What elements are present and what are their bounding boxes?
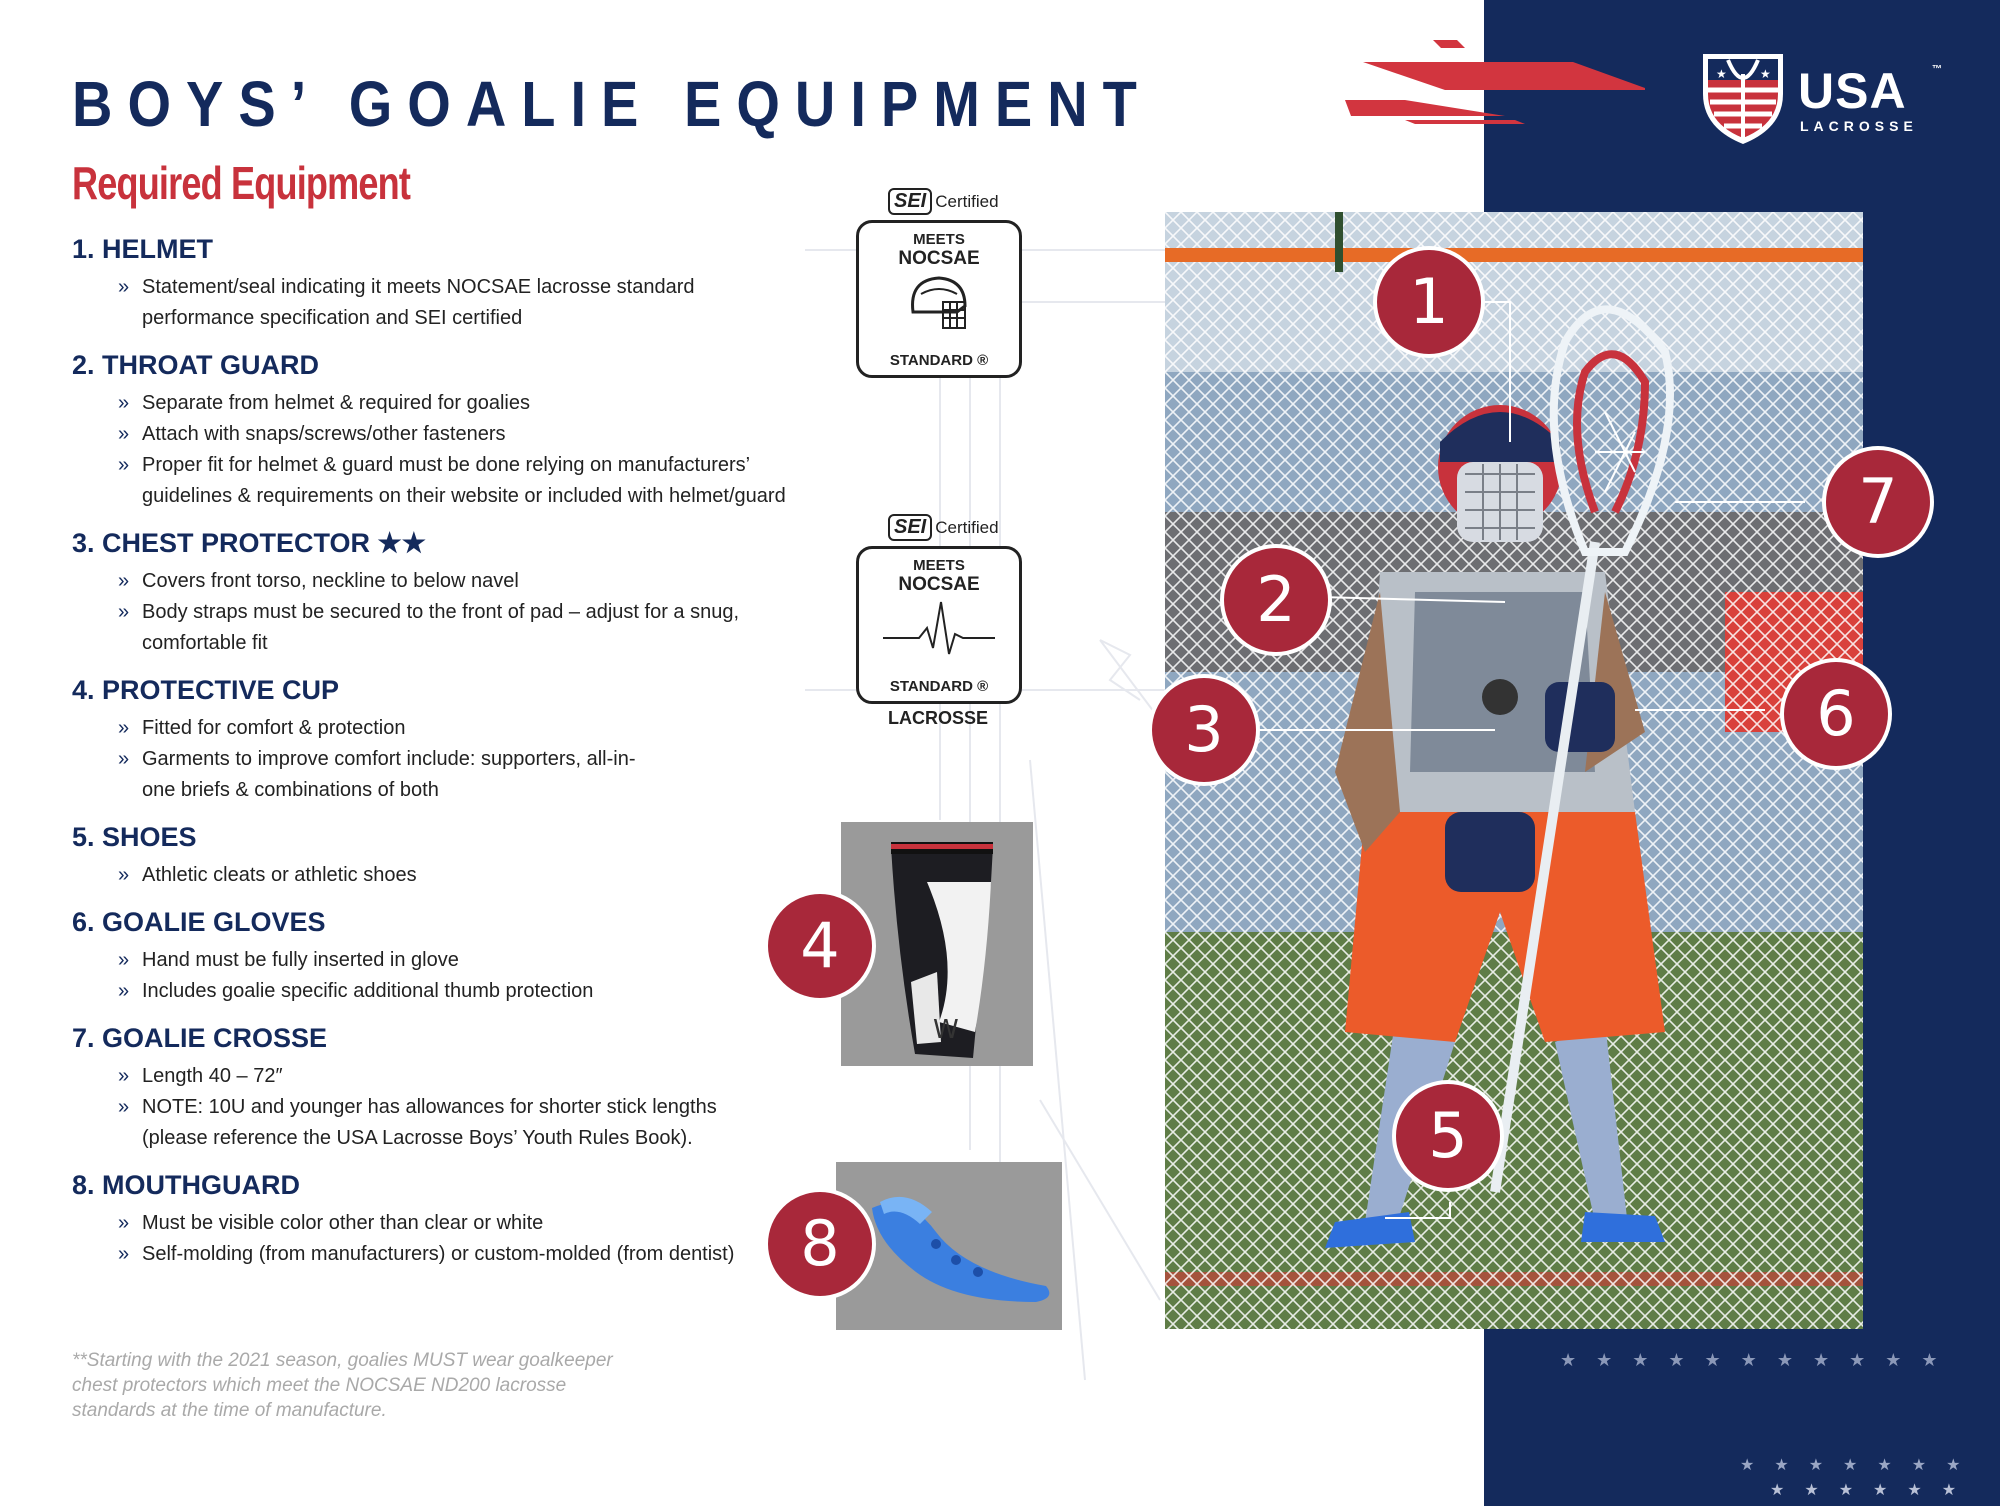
bullet-list [72, 566, 832, 659]
bullet-item: » Length 40 – 72″ [118, 1061, 832, 1092]
sei-mark: SEI [888, 188, 932, 215]
seal-meets: MEETS [913, 557, 965, 574]
callout-2: 2 [1224, 548, 1328, 652]
section-shoes [72, 820, 832, 891]
heartbeat-icon [879, 598, 999, 658]
section-title: 5. SHOES [72, 822, 197, 852]
section-mouthguard [72, 1168, 832, 1270]
sei-certified-mark-helmet [888, 188, 999, 215]
bullet-item: » Proper fit for helmet & guard must be done relying on manufacturers’ guidelines & requirements on their website or included with helmet/guard [118, 450, 822, 512]
bullet-item: » Body straps must be secured to the front of pad – adjust for a snug, comfortable fit [118, 597, 762, 659]
bullet-item: » Hand must be fully inserted in glove [118, 945, 832, 976]
sei-certified-mark-chest [888, 514, 999, 541]
bullet-item: » Statement/seal indicating it meets NOCSAE lacrosse standard performance specification and SEI certified [118, 272, 732, 334]
svg-text:★: ★ [1716, 67, 1727, 81]
bullet-item: » Separate from helmet & required for goalies [118, 388, 832, 419]
bullet-item: » Self-molding (from manufacturers) or custom-molded (from dentist) [118, 1239, 832, 1270]
shield-icon [1700, 50, 1786, 146]
bullet-item: » Attach with snaps/screws/other fasteners [118, 419, 832, 450]
callout-1: 1 [1377, 250, 1481, 354]
bullet-list [72, 1061, 832, 1154]
bullet-item: » NOTE: 10U and younger has allowances for shorter stick lengths (please reference the USA Lacrosse Boys’ Youth Rules Book). [118, 1092, 762, 1154]
bullet-list [72, 860, 832, 891]
seal-nocsae: NOCSAE [898, 574, 980, 595]
logo-usa-text: USA [1798, 63, 1907, 119]
nocsae-helmet-seal [856, 220, 1022, 378]
sei-mark: SEI [888, 514, 932, 541]
section-throat-guard [72, 348, 832, 512]
sei-label: Certified [935, 192, 999, 211]
logo-trademark: ™ [1932, 64, 1942, 75]
section-title: 7. GOALIE CROSSE [72, 1023, 328, 1053]
bullet-item: » Athletic cleats or athletic shoes [118, 860, 832, 891]
bullet-item: » Must be visible color other than clear or white [118, 1208, 832, 1239]
bullet-item: » Covers front torso, neckline to below navel [118, 566, 832, 597]
bullet-list [72, 1208, 832, 1270]
seal-standard: STANDARD ® [889, 352, 989, 369]
bullet-item: » Fitted for comfort & protection [118, 713, 832, 744]
bullet-list [72, 713, 832, 806]
seal-standard: STANDARD ® [889, 678, 989, 695]
bullet-list [72, 272, 832, 334]
bullet-list [72, 945, 832, 1007]
section-title: 4. PROTECTIVE CUP [72, 675, 340, 705]
page-title: BOYS’ GOALIE EQUIPMENT [72, 67, 1152, 140]
footnote: **Starting with the 2021 season, goalies MUST wear goalkeeper chest protectors which meet the NOCSAE ND200 lacrosse standards at the time of manufacture. [72, 1350, 613, 1421]
stars-row-top: ★★★★★★★★★★★ [1560, 1350, 1958, 1371]
svg-text:★: ★ [1760, 67, 1771, 81]
section-title: 3. CHEST PROTECTOR ★★ [72, 528, 426, 558]
section-goalie-gloves [72, 905, 832, 1007]
stars-row-bottom-2: ★★★★★★ [1770, 1480, 1977, 1499]
section-title: 1. HELMET [72, 234, 214, 264]
sei-label: Certified [935, 518, 999, 537]
section-helmet [72, 232, 832, 334]
section-title: 2. THROAT GUARD [72, 350, 319, 380]
section-chest-protector [72, 526, 832, 659]
goalie-illustration [1165, 212, 1863, 1329]
helmet-icon [899, 272, 979, 336]
svg-text:W: W [933, 1015, 959, 1045]
equipment-list [72, 232, 832, 1284]
page-subtitle: Required Equipment [72, 158, 411, 210]
stars-row-bottom-1: ★★★★★★★ [1740, 1455, 1981, 1474]
goalie-photo [1165, 212, 1863, 1329]
section-title: 8. MOUTHGUARD [72, 1170, 300, 1200]
callout-4: 4 [768, 894, 872, 998]
section-goalie-crosse [72, 1021, 832, 1154]
callout-3: 3 [1152, 678, 1256, 782]
callout-7: 7 [1826, 450, 1930, 554]
bullet-list [72, 388, 832, 512]
speed-stripes [1345, 36, 1645, 128]
seal-meets: MEETS [913, 231, 965, 248]
section-title: 6. GOALIE GLOVES [72, 907, 326, 937]
callout-8: 8 [768, 1192, 872, 1296]
logo-lacrosse-text: LACROSSE [1800, 118, 1918, 134]
seal-nocsae: NOCSAE [898, 248, 980, 269]
bullet-item: » Includes goalie specific additional thumb protection [118, 976, 832, 1007]
nocsae-chest-seal [856, 546, 1022, 704]
bullet-item: » Garments to improve comfort include: supporters, all-in-one briefs & combinations of both [118, 744, 642, 806]
seal-lacrosse-label: LACROSSE [887, 708, 988, 728]
callout-5: 5 [1396, 1084, 1500, 1188]
section-protective-cup [72, 673, 832, 806]
callout-6: 6 [1784, 662, 1888, 766]
usa-lacrosse-logo [1700, 50, 1940, 150]
